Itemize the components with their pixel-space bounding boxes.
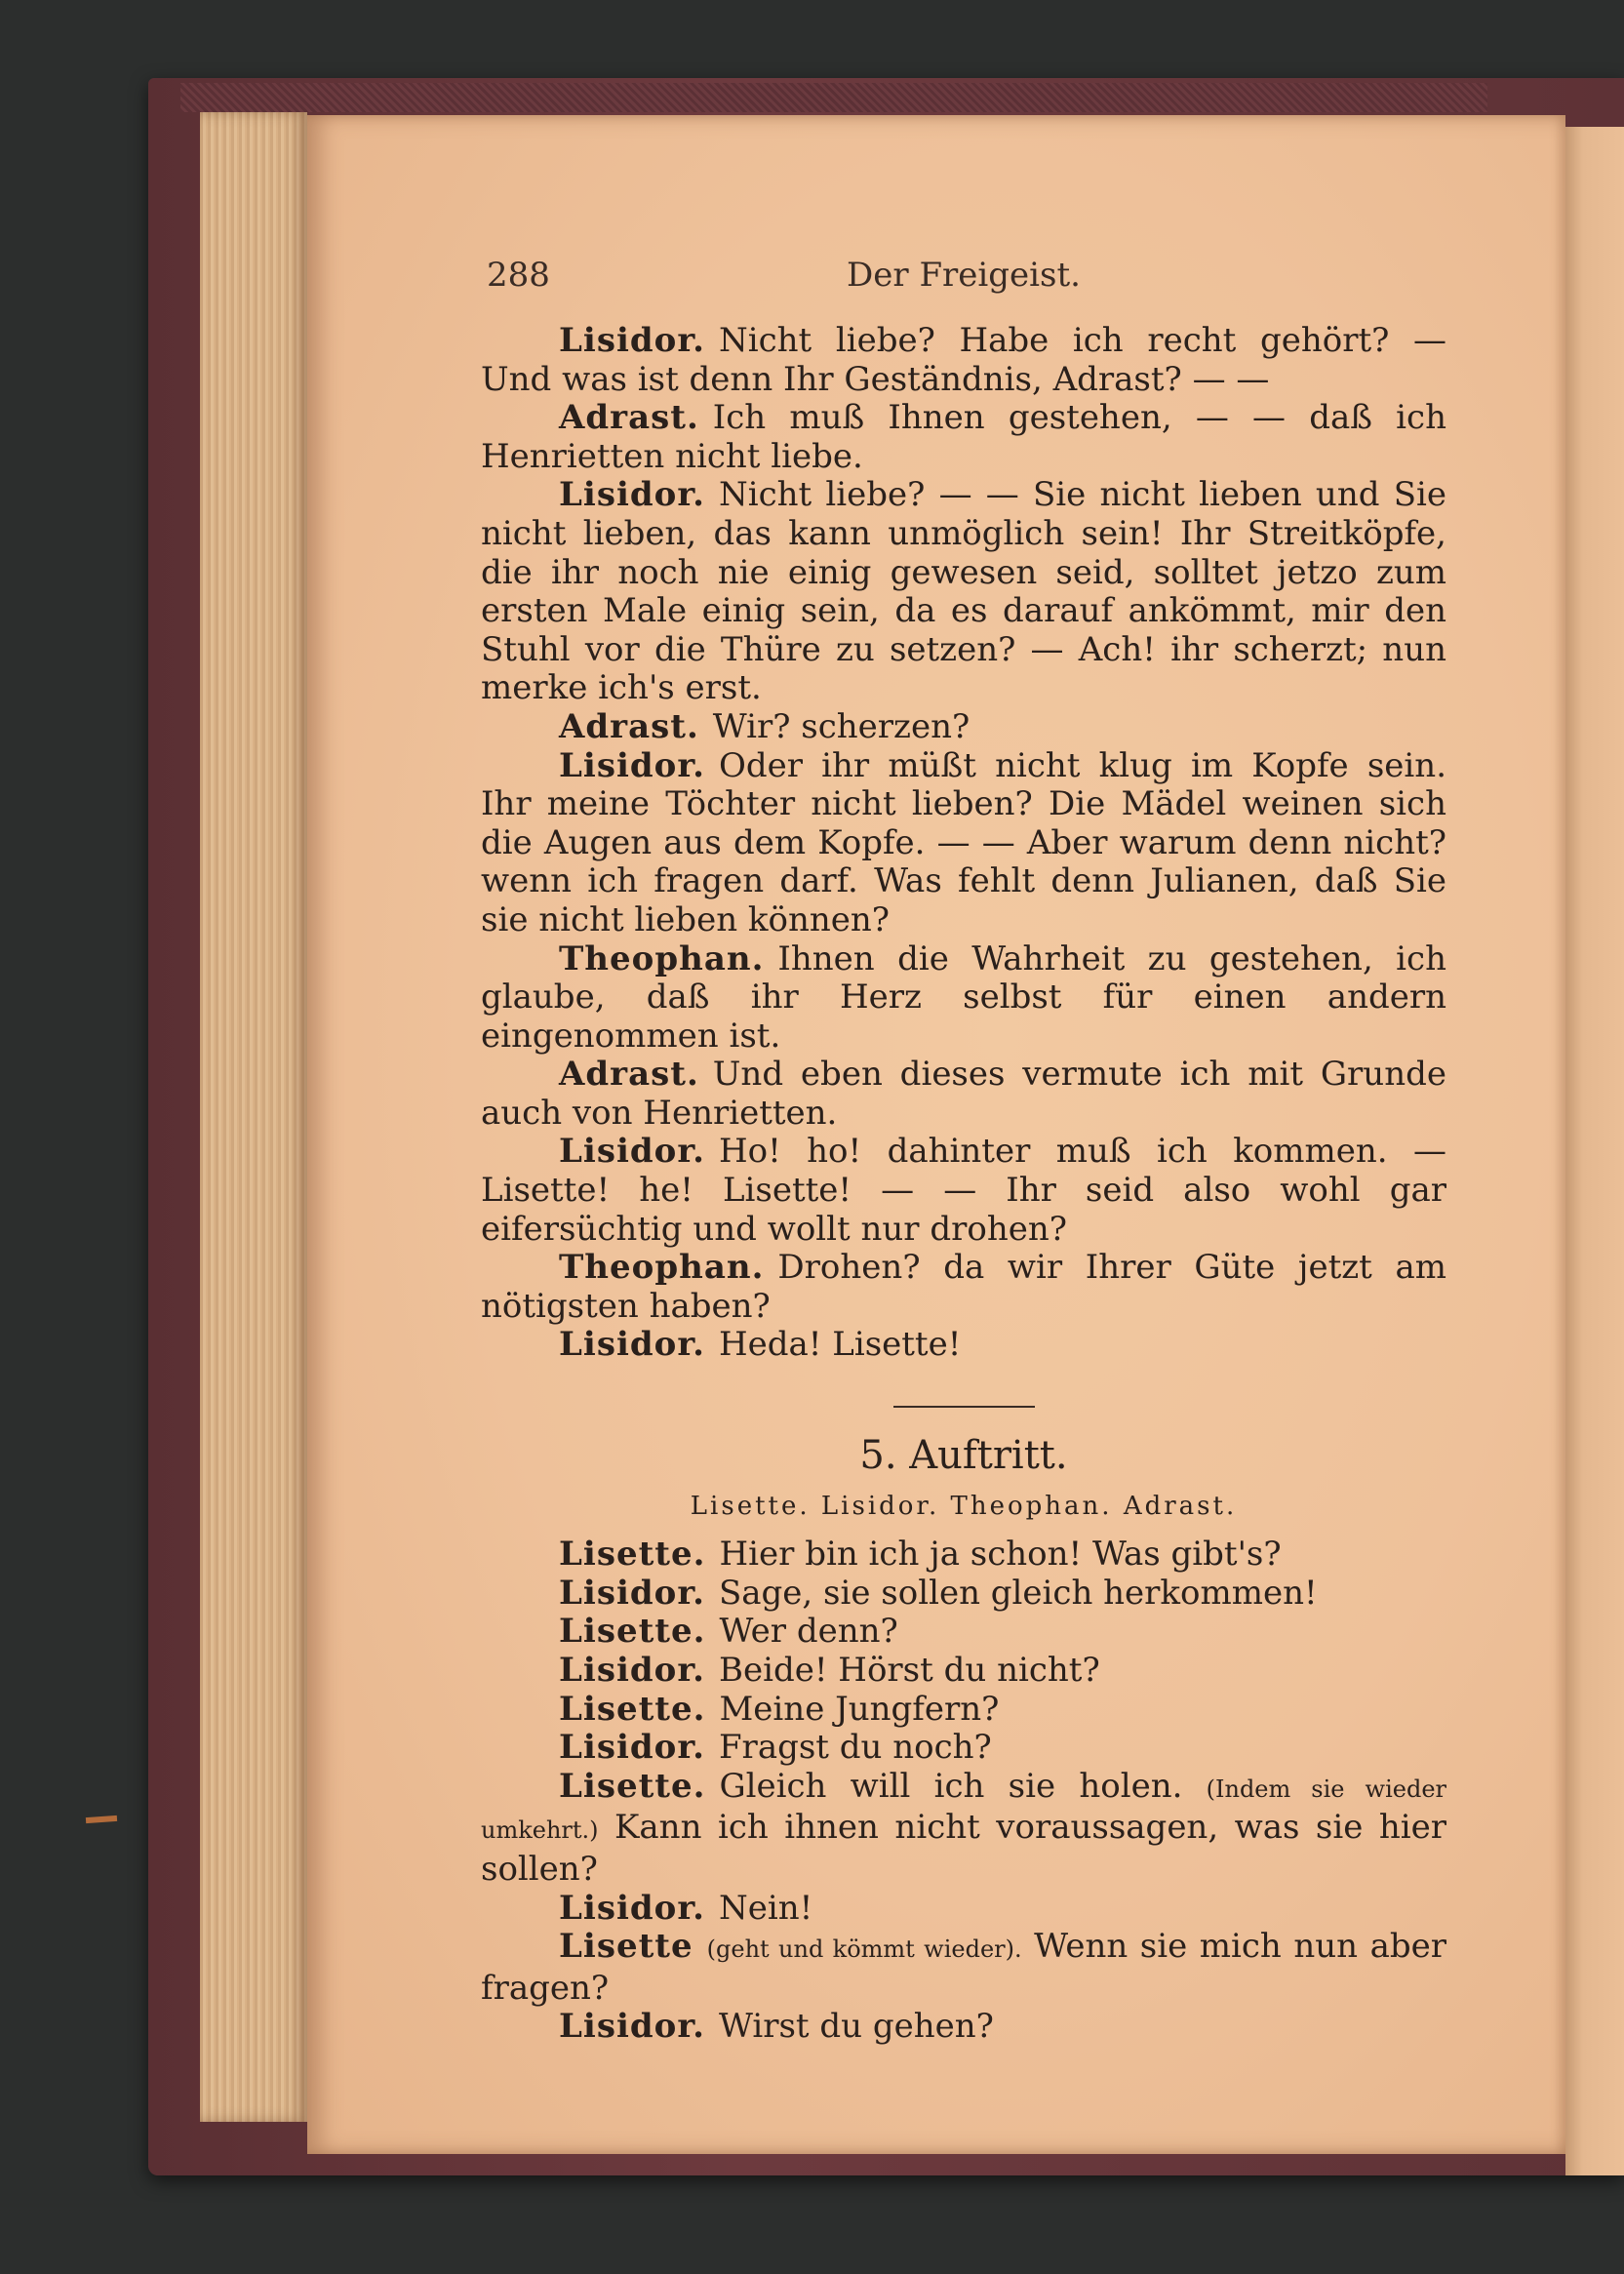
dialogue-paragraph — [481, 1133, 1446, 1249]
scene-heading: 5. Auftritt. — [859, 1433, 1068, 1479]
speaker-name: Lisidor. — [559, 745, 705, 785]
dialogue-paragraph — [481, 1536, 1446, 1575]
speaker-name: Lisette. — [559, 1689, 706, 1729]
speech-text: Nein! — [718, 1888, 813, 1928]
speaker-name: Lisidor. — [559, 1888, 705, 1928]
section-divider — [893, 1406, 1035, 1408]
dialogue-paragraph — [481, 747, 1446, 940]
speech-text: Sage, sie sollen gleich herkommen! — [718, 1573, 1318, 1613]
speech-text: Ich muß Ihnen gestehen, — — daß ich Henrietten nicht liebe. — [481, 398, 1446, 476]
cover-top-edge — [180, 83, 1487, 112]
speaker-name: Lisette — [559, 1927, 693, 1967]
dialogue-paragraph — [481, 322, 1446, 399]
dialogue-paragraph — [481, 1691, 1446, 1730]
speech-text: Fragst du noch? — [718, 1728, 992, 1768]
stage-direction: (geht und kömmt wieder). — [706, 1935, 1022, 1964]
page-block-edge — [200, 112, 307, 2122]
speech-text: Heda! Lisette! — [718, 1325, 962, 1365]
speaker-name: Lisette. — [559, 1766, 706, 1806]
speech-text: Nicht liebe? — — Sie nicht lieben und Sie nicht lieben, das kann unmöglich sein! Ihr Streitköpfe, die ihr noch nie einig gewesen seid, solltet jetzo zum ersten Male einig sein, da es darauf ankömmt, mir den Stuhl vor die Thüre zu setzen? — Ach! ihr scherzt; nun merke ich's erst. — [481, 475, 1446, 708]
speaker-name: Lisette. — [559, 1535, 706, 1575]
dialogue-paragraph — [481, 1890, 1446, 1929]
speaker-name: Lisidor. — [559, 321, 705, 360]
speech-text: Wir? scherzen? — [712, 706, 970, 746]
page-number: 288 — [487, 256, 550, 295]
dialogue-paragraph — [481, 2008, 1446, 2047]
dialogue-paragraph — [481, 708, 1446, 747]
speech-text: Drohen? da wir Ihrer Güte jetzt am nötigsten haben? — [481, 1248, 1446, 1326]
scene-characters: Lisette. Lisidor. Theophan. Adrast. — [690, 1491, 1238, 1521]
dialogue-paragraph — [481, 1652, 1446, 1691]
facing-page-edge — [1565, 127, 1624, 2175]
speech-text: Wirst du gehen? — [718, 2007, 994, 2047]
speaker-name: Lisidor. — [559, 2007, 705, 2047]
speaker-name: Lisidor. — [559, 475, 705, 515]
speaker-name: Theophan. — [559, 938, 765, 978]
dialogue-paragraph — [481, 399, 1446, 476]
dialogue-paragraph — [481, 1249, 1446, 1326]
speech-text: Ho! ho! dahinter muß ich kommen. — Lisette! he! Lisette! — — Ihr seid also wohl gar eifersüchtig und wollt nur drohen? — [481, 1132, 1446, 1249]
speaker-name: Lisidor. — [559, 1325, 705, 1365]
speech-text: Wer denn? — [719, 1612, 898, 1652]
speaker-name: Lisidor. — [559, 1728, 705, 1768]
speaker-name: Lisidor. — [559, 1573, 705, 1613]
page-text — [481, 322, 1446, 2047]
speech-text: Nicht liebe? Habe ich recht gehört? — Und was ist denn Ihr Geständnis, Adrast? — — — [481, 321, 1446, 399]
speaker-name: Adrast. — [559, 398, 699, 438]
speaker-name: Theophan. — [559, 1248, 765, 1288]
speech-text: Meine Jungfern? — [719, 1689, 1000, 1729]
speech-text: Beide! Hörst du nicht? — [718, 1651, 1100, 1690]
speaker-name: Adrast. — [559, 706, 699, 746]
speech-text: Hier bin ich ja schon! Was gibt's? — [719, 1535, 1282, 1575]
dialogue-paragraph — [481, 1729, 1446, 1768]
bookmark-ribbon — [86, 1815, 117, 1823]
dialogue-paragraph — [481, 1326, 1446, 1365]
dialogue-paragraph — [481, 1056, 1446, 1133]
speaker-name: Adrast. — [559, 1055, 699, 1095]
dialogue-paragraph — [481, 1928, 1446, 2008]
speaker-name: Lisidor. — [559, 1132, 705, 1172]
speech-text: Oder ihr müßt nicht klug im Kopfe sein. Ihr meine Töchter nicht lieben? Die Mädel weinen sich die Augen aus dem Kopfe. — — Aber warum denn nicht? wenn ich fragen darf. Was fehlt denn Julianen, daß Sie sie nicht lieben können? — [481, 745, 1446, 939]
running-title: Der Freigeist. — [847, 256, 1081, 295]
dialogue-paragraph — [481, 476, 1446, 708]
speaker-name: Lisidor. — [559, 1651, 705, 1690]
speech-text: Gleich will ich sie holen. — [719, 1766, 1183, 1806]
speech-text: Wenn sie mich nun aber fragen? — [481, 1927, 1446, 2008]
speaker-name: Lisette. — [559, 1612, 706, 1652]
page-header — [481, 256, 1446, 299]
speech-text: Ihnen die Wahrheit zu gestehen, ich glaube, daß ihr Herz selbst für einen andern eingenommen ist. — [481, 938, 1446, 1056]
dialogue-paragraph — [481, 1768, 1446, 1890]
dialogue-paragraph — [481, 1613, 1446, 1652]
stage-direction: (Indem sie wieder umkehrt.) — [481, 1775, 1447, 1845]
dialogue-paragraph — [481, 1575, 1446, 1614]
speech-text: Kann ich ihnen nicht voraussagen, was sie hier sollen? — [481, 1808, 1446, 1889]
dialogue-paragraph — [481, 940, 1446, 1057]
speech-text: Und eben dieses vermute ich mit Grunde auch von Henrietten. — [481, 1055, 1446, 1133]
